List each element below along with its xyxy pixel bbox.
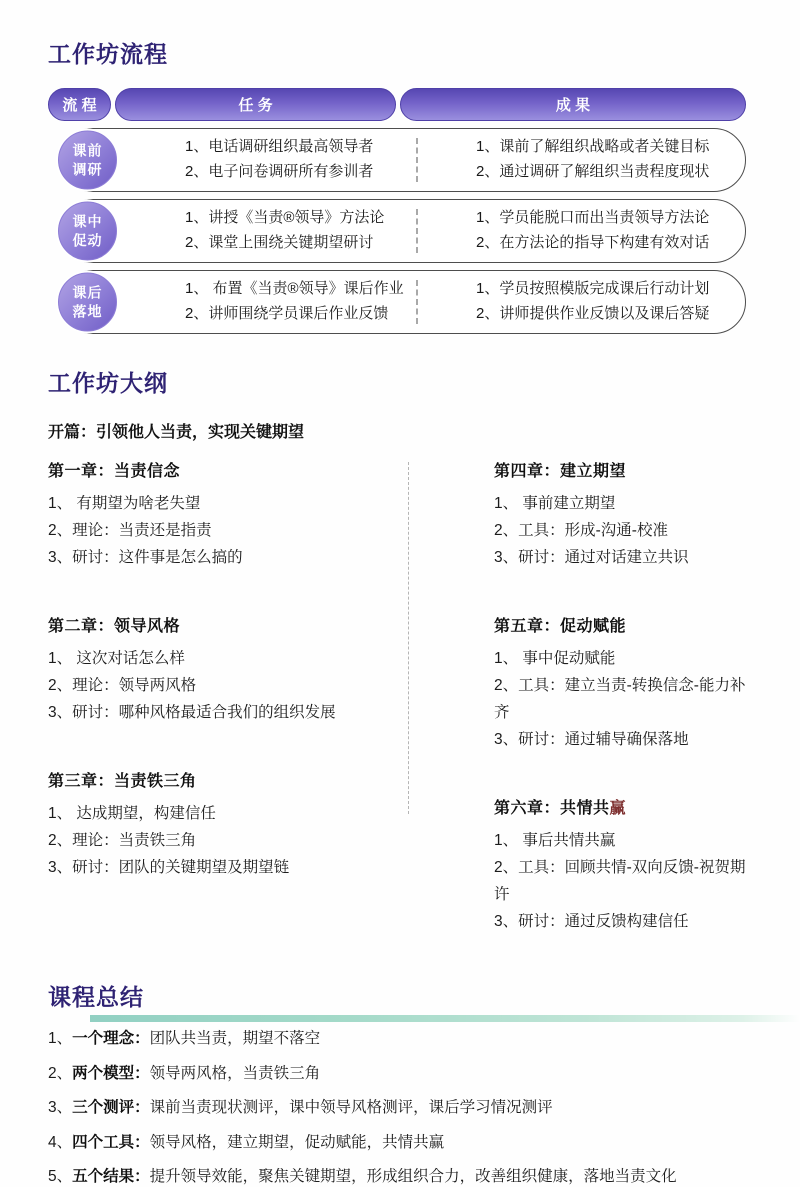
result-item: 1、学员按照模版完成课后行动计划 xyxy=(476,280,710,298)
summary-item-2 xyxy=(48,1064,746,1084)
process-row-pre-course xyxy=(60,128,746,192)
chapter-heading-text: 第二章：领导风格 xyxy=(48,618,181,635)
chapter-item: 2、工具：回顾共情-双向反馈-祝贺期许 xyxy=(494,859,746,903)
task-item: 2、电子问卷调研所有参训者 xyxy=(185,163,374,180)
stage-label-line1: 课中 xyxy=(72,213,103,230)
result-item: 1、课前了解组织战略或者关键目标 xyxy=(476,138,710,156)
header-pill-result: 成 果 xyxy=(400,88,746,121)
chapter-5 xyxy=(494,613,746,753)
course-summary-section xyxy=(48,979,746,1187)
chapter-heading xyxy=(494,795,746,818)
chapter-heading xyxy=(494,613,746,636)
summary-num: 1、 xyxy=(48,1030,73,1047)
chapter-item: 2、理论：当责还是指责 xyxy=(48,522,212,539)
chapter-2 xyxy=(48,613,408,726)
decorative-teal-strip xyxy=(90,1015,800,1022)
chapter-3 xyxy=(48,768,408,881)
summary-item-3 xyxy=(48,1098,746,1118)
chapter-items xyxy=(48,800,408,881)
task-item: 1、电话调研组织最高领导者 xyxy=(185,138,374,156)
chapter-item: 3、研讨：通过辅导确保落地 xyxy=(494,731,689,748)
result-item: 2、在方法论的指导下构建有效对话 xyxy=(476,234,710,251)
chapter-item: 2、工具：建立当责-转换信念-能力补齐 xyxy=(494,677,746,721)
chapter-item: 2、理论：领导两风格 xyxy=(48,677,197,694)
chapter-heading-text: 第四章：建立期望 xyxy=(494,463,627,480)
chapter-item: 3、研讨：团队的关键期望及期望链 xyxy=(48,859,290,876)
chapter-heading-text: 第一章：当责信念 xyxy=(48,463,181,480)
process-section-title: 工作坊流程 xyxy=(48,41,168,67)
summary-text: 领导风格，建立期望，促动赋能，共情共赢 xyxy=(149,1133,445,1151)
chapter-item: 1、 有期望为啥老失望 xyxy=(48,495,201,512)
summary-text: 领导两风格，当责铁三角 xyxy=(149,1064,321,1082)
outline-section-title: 工作坊大纲 xyxy=(48,370,168,396)
workshop-process-section xyxy=(48,36,746,334)
chapter-item: 1、 事后共情共赢 xyxy=(494,832,616,849)
chapter-item: 1、 达成期望，构建信任 xyxy=(48,805,216,822)
tasks-cell xyxy=(133,135,416,185)
chapter-item: 2、工具：形成-沟通-校准 xyxy=(494,522,668,539)
chapter-items xyxy=(48,490,408,571)
summary-item-4 xyxy=(48,1133,746,1153)
chapter-1 xyxy=(48,458,408,571)
task-item: 1、讲授《当责®领导》方法论 xyxy=(185,209,385,227)
chapter-items xyxy=(494,645,746,753)
chapter-4 xyxy=(494,458,746,571)
stage-label-line2: 促动 xyxy=(72,232,103,248)
outline-opening-line: 开篇：引领他人当责，实现关键期望 xyxy=(48,424,305,441)
outline-left-column xyxy=(48,458,408,977)
workshop-outline-section xyxy=(48,365,746,977)
summary-text: 团队共当责，期望不落空 xyxy=(149,1030,321,1047)
header-pill-process: 流 程 xyxy=(48,88,111,121)
stage-badge-post-course xyxy=(56,271,119,334)
summary-item-1 xyxy=(48,1029,746,1049)
results-cell xyxy=(418,277,745,327)
summary-num: 2、 xyxy=(48,1064,73,1082)
chapter-item: 3、研讨：通过对话建立共识 xyxy=(494,549,689,566)
chapter-item: 3、研讨：哪种风格最适合我们的组织发展 xyxy=(48,704,336,721)
process-row-in-course xyxy=(60,199,746,263)
chapter-heading-text: 第三章：当责铁三角 xyxy=(48,773,197,790)
outline-grid xyxy=(48,458,746,977)
chapter-item: 3、研讨：通过反馈构建信任 xyxy=(494,913,689,930)
summary-label: 三个测评： xyxy=(72,1099,150,1116)
results-cell xyxy=(418,206,745,256)
chapter-heading xyxy=(48,768,408,791)
summary-num: 5、 xyxy=(48,1168,73,1185)
summary-item-5 xyxy=(48,1167,746,1187)
task-item: 2、讲师围绕学员课后作业反馈 xyxy=(185,305,389,322)
result-item: 2、通过调研了解组织当责程度现状 xyxy=(476,163,710,180)
task-item: 2、课堂上围绕关键期望研讨 xyxy=(185,234,374,251)
summary-section-title: 课程总结 xyxy=(48,984,144,1010)
chapter-heading-text: 第六章：共情共 xyxy=(494,800,610,817)
results-cell xyxy=(418,135,745,185)
tasks-cell xyxy=(133,206,416,256)
stage-label-line1: 课后 xyxy=(72,284,103,301)
process-header-row xyxy=(48,88,746,121)
summary-text: 提升领导效能，聚焦关键期望，形成组织合力，改善组织健康，落地当责文化 xyxy=(149,1168,677,1185)
summary-list xyxy=(48,1029,746,1187)
tasks-cell xyxy=(133,277,416,327)
outline-right-column xyxy=(409,458,746,977)
header-pill-task: 任 务 xyxy=(115,88,396,121)
summary-label: 四个工具： xyxy=(72,1133,150,1151)
chapter-item: 2、理论：当责铁三角 xyxy=(48,832,197,849)
stage-label-line2: 调研 xyxy=(72,161,103,177)
chapter-item: 1、 事前建立期望 xyxy=(494,495,616,512)
summary-label: 两个模型： xyxy=(72,1064,150,1082)
chapter-items xyxy=(494,827,746,935)
summary-label: 五个结果： xyxy=(72,1168,150,1185)
chapter-heading xyxy=(48,613,408,636)
task-item: 1、 布置《当责®领导》课后作业 xyxy=(185,280,404,298)
chapter-heading-text: 第五章：促动赋能 xyxy=(494,618,627,635)
result-item: 1、学员能脱口而出当责领导方法论 xyxy=(476,209,710,227)
summary-label: 一个理念： xyxy=(72,1030,150,1047)
chapter-items xyxy=(494,490,746,571)
chapter-heading xyxy=(48,458,408,481)
chapter-items xyxy=(48,645,408,726)
chapter-item: 1、 这次对话怎么样 xyxy=(48,650,185,667)
chapter-heading xyxy=(494,458,746,481)
chapter-item: 1、 事中促动赋能 xyxy=(494,650,616,667)
summary-num: 4、 xyxy=(48,1133,73,1151)
stage-badge-in-course xyxy=(56,200,119,263)
chapter-6 xyxy=(494,795,746,935)
summary-text: 课前当责现状测评，课中领导风格测评，课后学习情况测评 xyxy=(149,1099,553,1116)
chapter-item: 3、研讨：这件事是怎么搞的 xyxy=(48,549,243,566)
stage-label-line2: 落地 xyxy=(72,303,103,319)
stage-badge-pre-course xyxy=(56,129,119,192)
process-row-post-course xyxy=(60,270,746,334)
chapter-heading-accent: 赢 xyxy=(609,800,627,817)
result-item: 2、讲师提供作业反馈以及课后答疑 xyxy=(476,305,710,322)
stage-label-line1: 课前 xyxy=(72,142,103,159)
summary-num: 3、 xyxy=(48,1099,73,1116)
